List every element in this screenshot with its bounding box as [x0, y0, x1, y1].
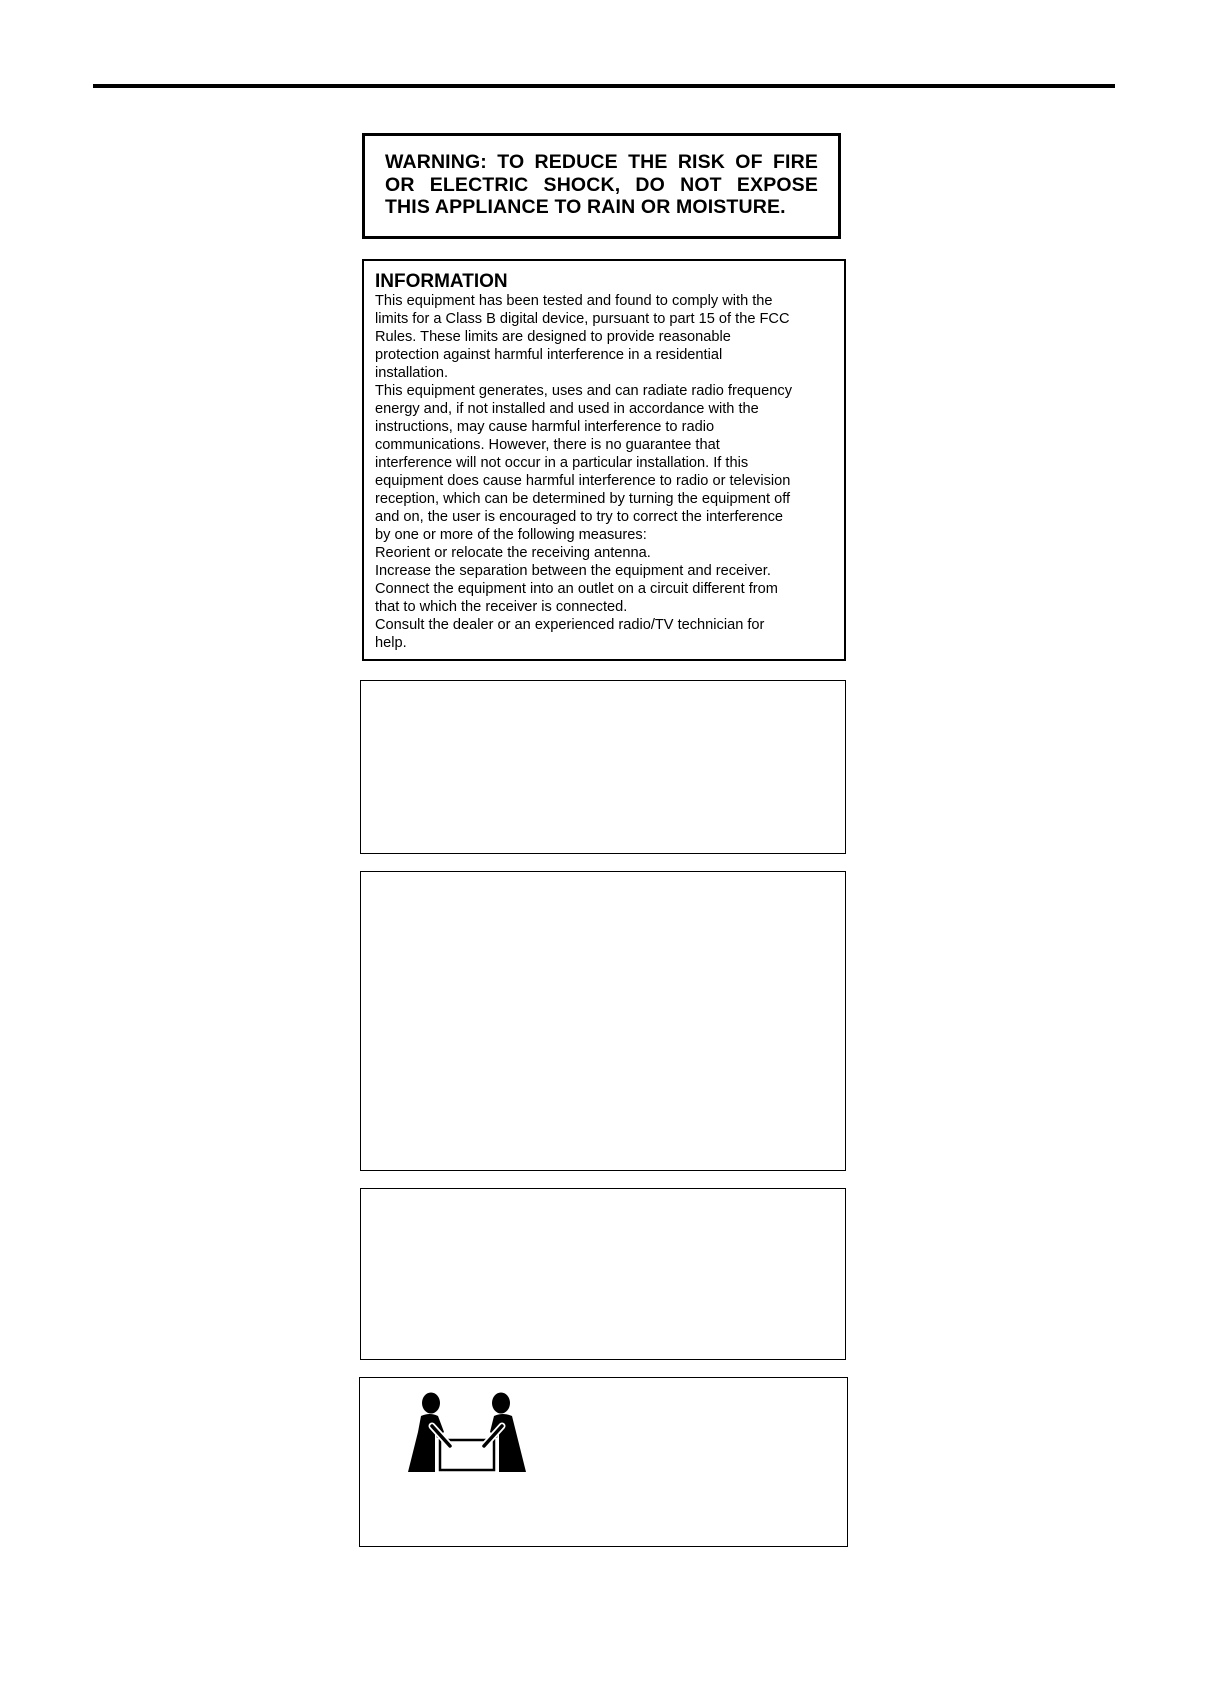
information-line: Increase the separation between the equipment and receiver.: [375, 563, 771, 579]
information-line: that to which the receiver is connected.: [375, 599, 628, 615]
information-line: limits for a Class B digital device, pursuant to part 15 of the FCC: [375, 311, 790, 327]
information-line: instructions, may cause harmful interference to radio: [375, 419, 715, 435]
information-title: INFORMATION: [375, 271, 508, 292]
information-line: communications. However, there is no guarantee that: [375, 437, 720, 453]
information-line: This equipment generates, uses and can radiate radio frequency: [375, 383, 792, 399]
information-body: [375, 292, 834, 652]
information-line: installation.: [375, 365, 449, 381]
information-line: by one or more of the following measures:: [375, 527, 647, 543]
information-line: Rules. These limits are designed to provide reasonable: [375, 329, 731, 345]
two-person-lift-box: [359, 1377, 848, 1547]
information-line: This equipment has been tested and found to comply with the: [375, 293, 773, 309]
information-line: Connect the equipment into an outlet on a circuit different from: [375, 581, 778, 597]
information-line: Consult the dealer or an experienced radio/TV technician for: [375, 617, 765, 633]
empty-notice-box-1: [360, 680, 846, 854]
top-rule: [93, 84, 1115, 88]
information-line: energy and, if not installed and used in accordance with the: [375, 401, 759, 417]
information-line: reception, which can be determined by turning the equipment off: [375, 491, 791, 507]
information-box: [362, 259, 846, 661]
empty-notice-box-2: [360, 871, 846, 1171]
information-line: Reorient or relocate the receiving antenna.: [375, 545, 651, 561]
information-line: and on, the user is encouraged to try to correct the interference: [375, 509, 784, 525]
information-line: protection against harmful interference in a residential: [375, 347, 723, 363]
information-line: equipment does cause harmful interference to radio or television: [375, 473, 791, 489]
empty-notice-box-3: [360, 1188, 846, 1360]
information-line: interference will not occur in a particular installation. If this: [375, 455, 749, 471]
information-line: help.: [375, 635, 407, 651]
two-person-lift-icon: [408, 1392, 526, 1472]
warning-box: [362, 133, 841, 239]
warning-text: WARNING: TO REDUCE THE RISK OF FIRE OR ELECTRIC SHOCK, DO NOT EXPOSE THIS APPLIANCE TO RAIN OR MOISTURE.: [385, 151, 818, 218]
